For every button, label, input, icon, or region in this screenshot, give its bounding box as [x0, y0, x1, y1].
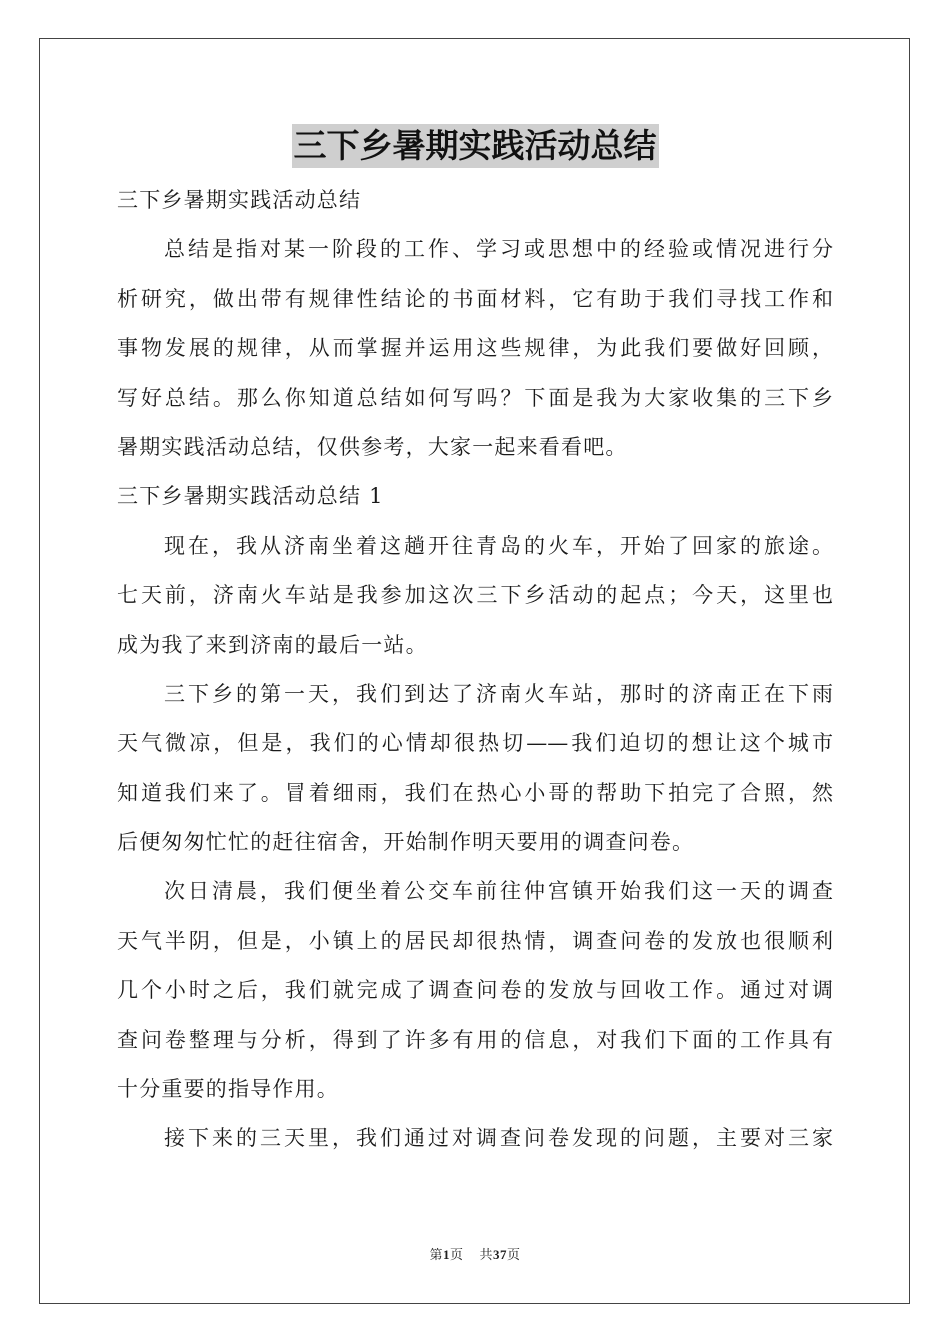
paragraph-line: 后便匆匆忙忙的赶往宿舍，开始制作明天要用的调查问卷。 [117, 830, 695, 855]
paragraph-line: 接下来的三天里，我们通过对调查问卷发现的问题，主要对三家 [164, 1126, 833, 1151]
title-area [0, 124, 950, 168]
current-page-number: 1 [442, 1247, 450, 1262]
total-suffix: 页 [507, 1247, 521, 1262]
paragraph-line: 现在，我从济南坐着这趟开往青岛的火车，开始了回家的旅途。 [164, 533, 833, 558]
paragraph-line: 成为我了来到济南的最后一站。 [117, 632, 428, 657]
page-suffix: 页 [449, 1247, 464, 1262]
paragraph-line: 析研究，做出带有规律性结论的书面材料，它有助于我们寻找工作和 [117, 286, 833, 311]
paragraph-line: 三下乡的第一天，我们到达了济南火车站，那时的济南正在下雨 [164, 681, 833, 706]
page-prefix: 第 [429, 1247, 443, 1262]
paragraph-line: 几个小时之后，我们就完成了调查问卷的发放与回收工作。通过对调 [117, 978, 833, 1003]
total-page-count: 37 [493, 1247, 508, 1262]
paragraph-line: 知道我们来了。冒着细雨，我们在热心小哥的帮助下拍完了合照，然 [117, 780, 833, 805]
page-footer [0, 1244, 950, 1263]
paragraph-line: 七天前，济南火车站是我参加这次三下乡活动的起点；今天，这里也 [117, 583, 833, 608]
paragraph-line: 事物发展的规律，从而掌握并运用这些规律，为此我们要做好回顾， [117, 336, 833, 361]
paragraph-line: 次日清晨，我们便坐着公交车前往仲宫镇开始我们这一天的调查 [164, 879, 833, 904]
document-title: 三下乡暑期实践活动总结 [292, 124, 659, 168]
paragraph-line: 写好总结。那么你知道总结如何写吗？下面是我为大家收集的三下乡 [117, 385, 833, 410]
subtitle-line: 三下乡暑期实践活动总结 [117, 188, 362, 212]
paragraph-line: 查问卷整理与分析，得到了许多有用的信息，对我们下面的工作具有 [117, 1027, 833, 1052]
paragraph-line: 天气微凉，但是，我们的心情却很热切——我们迫切的想让这个城市 [117, 731, 833, 756]
paragraph-line: 十分重要的指导作用。 [117, 1077, 339, 1102]
section-heading: 三下乡暑期实践活动总结 1 [117, 484, 384, 509]
total-prefix: 共 [479, 1247, 494, 1262]
paragraph-line: 总结是指对某一阶段的工作、学习或思想中的经验或情况进行分 [164, 237, 833, 262]
paragraph-line: 暑期实践活动总结，仅供参考，大家一起来看看吧。 [117, 434, 628, 459]
document-body [117, 176, 833, 1164]
paragraph-line: 天气半阴，但是，小镇上的居民却很热情，调查问卷的发放也很顺利 [117, 928, 833, 953]
